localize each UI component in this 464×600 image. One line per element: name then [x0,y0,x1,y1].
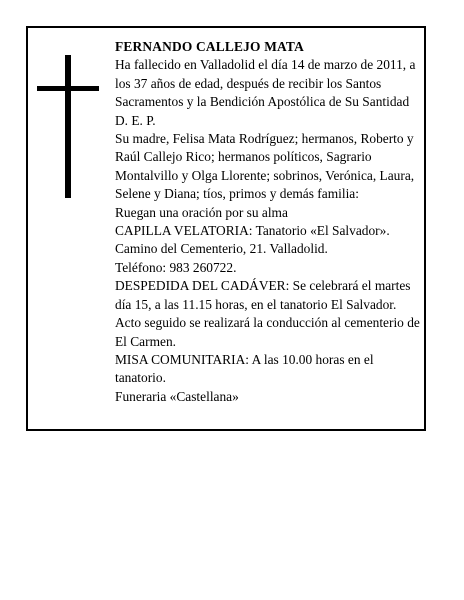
deceased-name: FERNANDO CALLEJO MATA [115,39,304,54]
wake-location: CAPILLA VELATORIA: Tanatorio «El Salvador». Camino del Cementerio, 21. Valladolid. [115,223,390,257]
obituary-notice [26,26,426,431]
prayer-request: Ruegan una oración por su alma [115,204,288,220]
phone-number: Teléfono: 983 260722. [115,259,237,275]
death-announcement: Ha fallecido en Valladolid el día 14 de marzo de 2011, a los 37 años de edad, después de recibir los Santos Sacramentos y la Bendición Apostólica de Su Santidad D. E. P. [115,57,416,128]
cross-vertical-bar [65,55,71,198]
family-list: Su madre, Felisa Mata Rodríguez; hermanos, Roberto y Raúl Callejo Rico; hermanos políticos, Sagrario Montalvillo y Olga Llorente; sobrinos, Verónica, Laura, Selene y Diana; tíos, primos y demás familia: [115,131,415,202]
obituary-text [115,38,421,406]
funeral-details: DESPEDIDA DEL CADÁVER: Se celebrará el martes día 15, a las 11.15 horas, en el tanatorio El Salvador. Acto seguido se realizará la conducción al cementerio de El Carmen. [115,278,420,349]
cross-horizontal-bar [37,86,99,91]
funeral-home: Funeraria «Castellana» [115,388,239,404]
mass-details: MISA COMUNITARIA: A las 10.00 horas en el tanatorio. [115,351,374,386]
